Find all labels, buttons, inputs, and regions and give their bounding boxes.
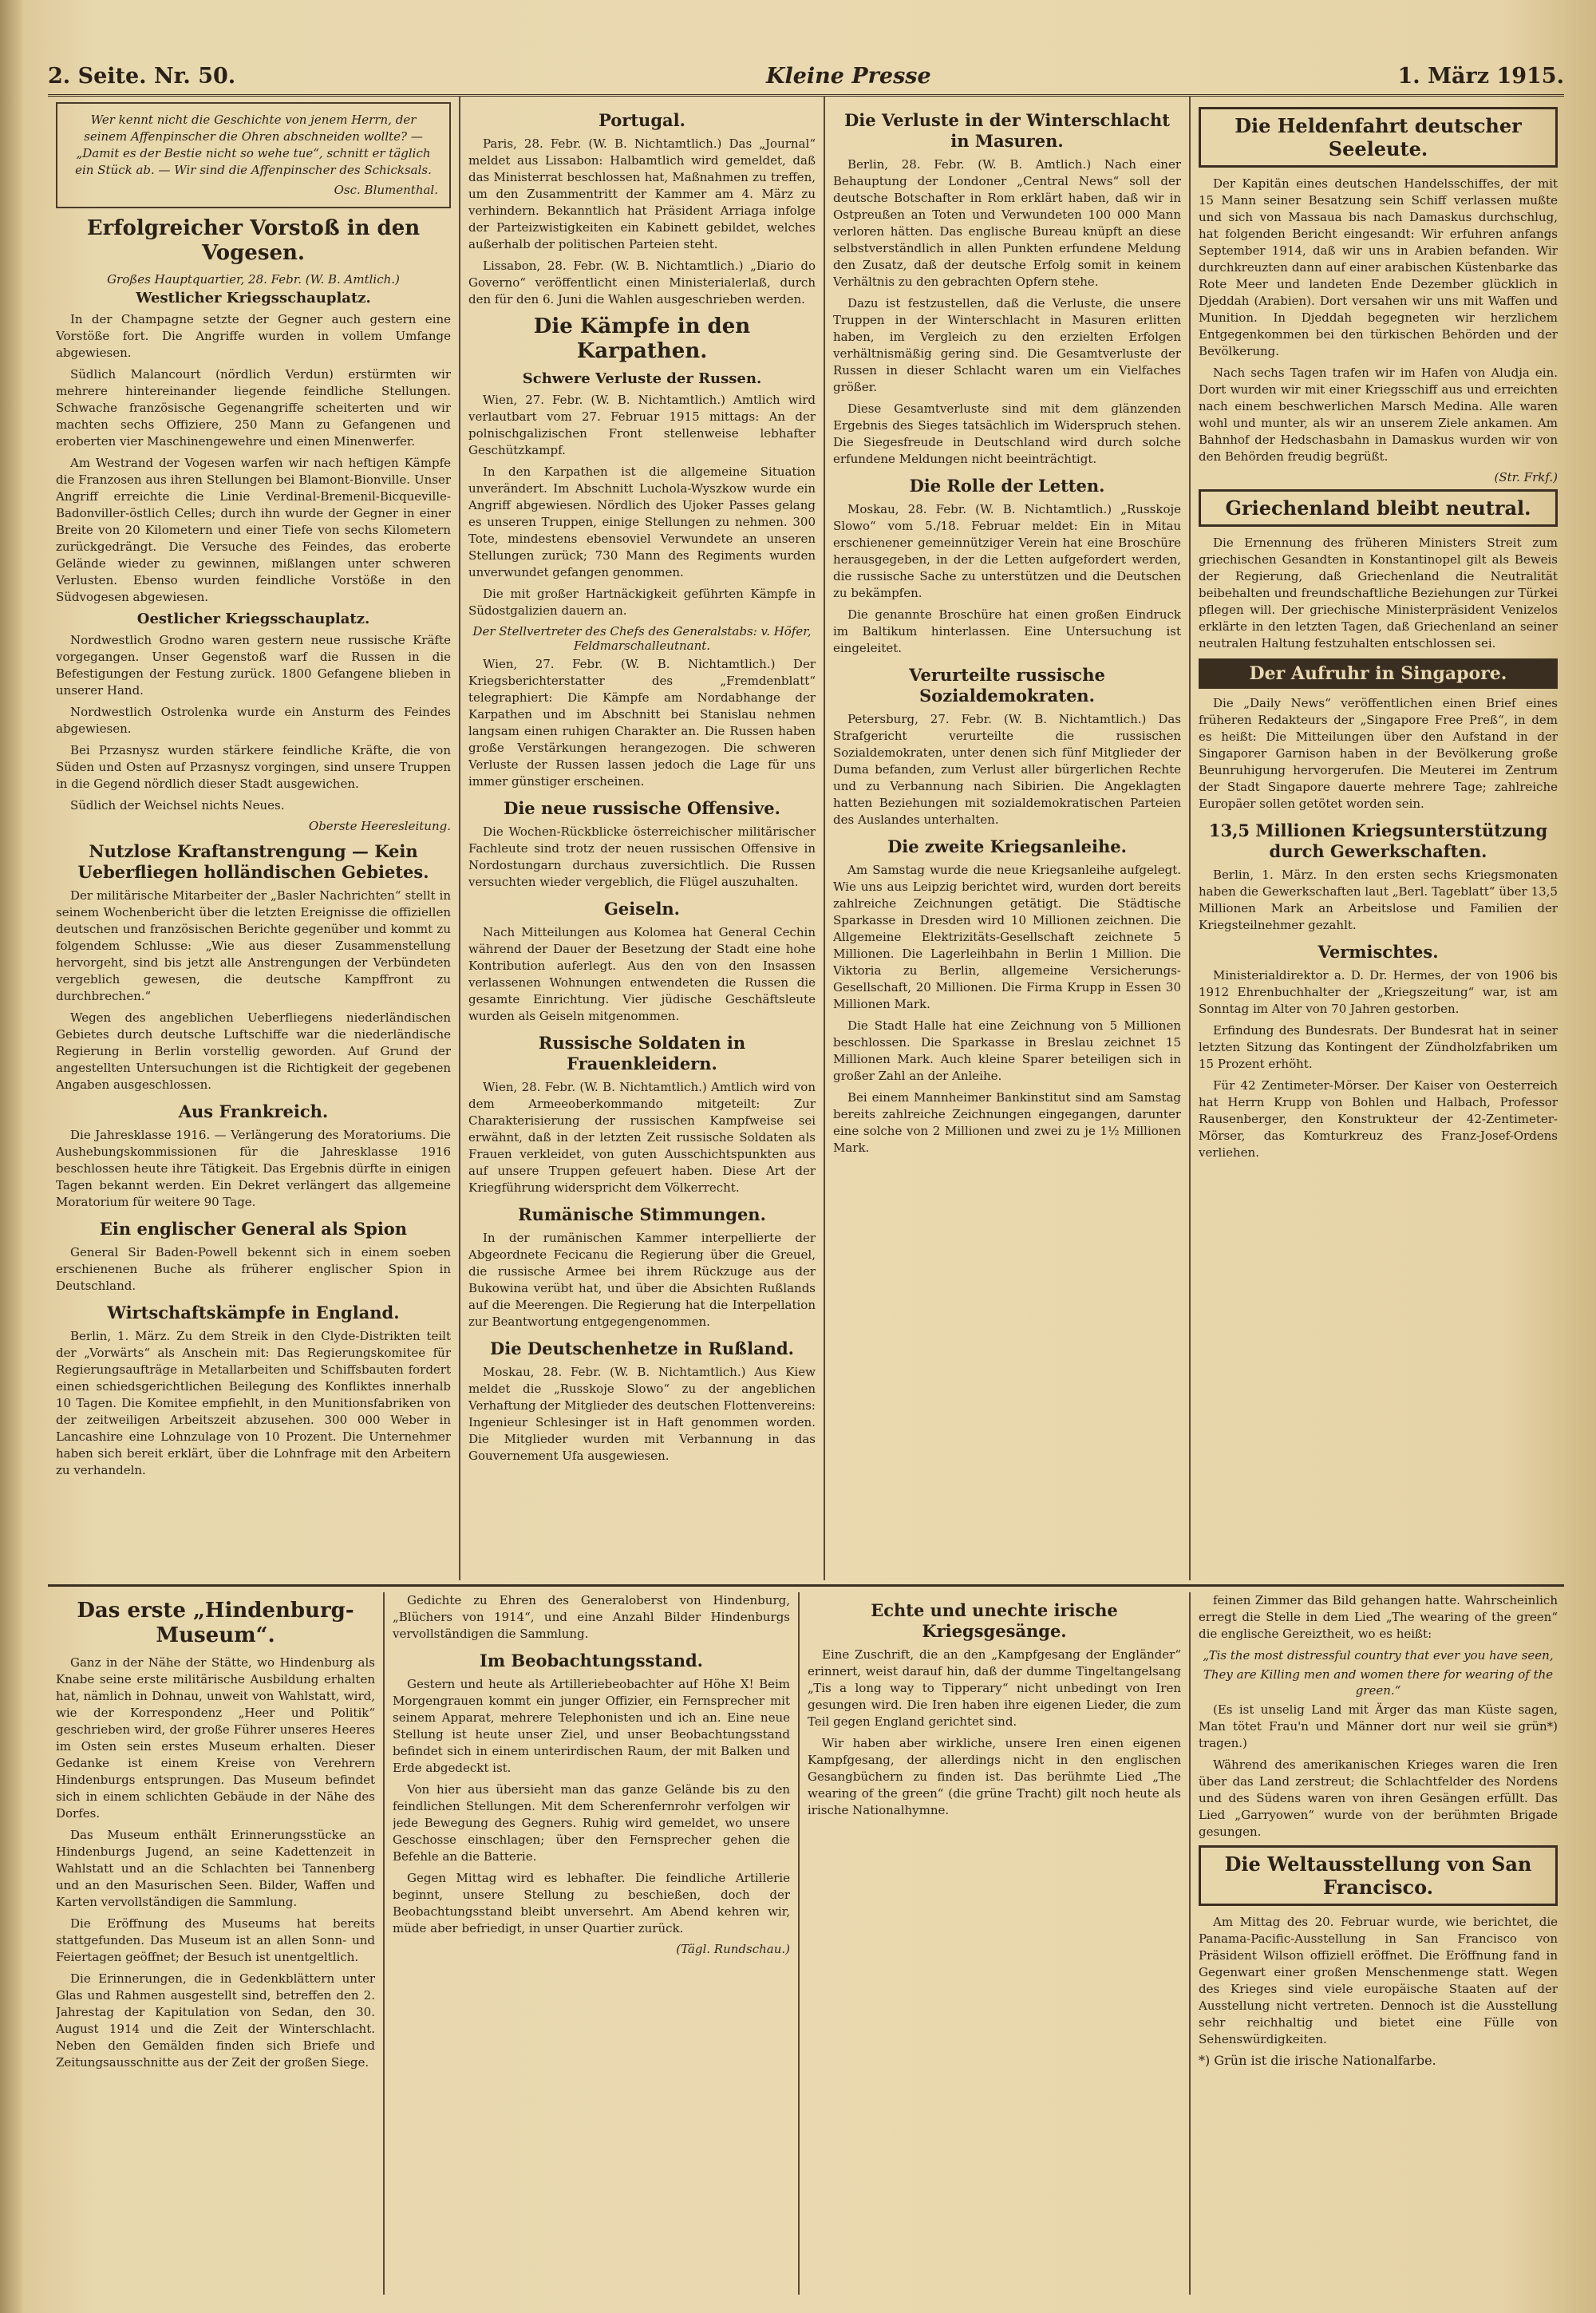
- article-subhead: Oestlicher Kriegsschauplatz.: [136, 611, 370, 627]
- article-paragraph: Die Stadt Halle hat eine Zeichnung von 5 Millionen beschlossen. Die Sparkasse in Breslau zeichnet 15 Millionen Mark. Auch kleine Sparer beteiligen sich in großer Zahl an der Anleihe.: [833, 1018, 1181, 1083]
- article-paragraph: Der militärische Mitarbeiter der „Basler Nachrichten“ stellt in seinem Wochenbericht über die letzten Ereignisse die offiziellen deutschen und französischen Berichte gegenüber und kommt zu folgendem Schlusse: „Wie aus dieser Zusammenstellung hervorgeht, sind bis jetzt alle Anstrengungen der Verbündeten vergeblich gewesen, die deutsche Kampffront zu durchbrechen.“: [56, 888, 451, 1003]
- page-number: 2. Seite. Nr. 50.: [48, 64, 236, 89]
- epigraph-box: [56, 102, 451, 208]
- article-title: Griechenland bleibt neutral.: [1199, 489, 1558, 527]
- article-title: Rumänische Stimmungen.: [518, 1204, 766, 1224]
- article-paragraph: Moskau, 28. Febr. (W. B. Nichtamtlich.) Aus Kiew meldet die „Russkoje Slowo“ zu der angeblichen Verhaftung der Mitglieder des deutschen Flottenvereins: Ingenieur Schlesinger ist in Haft genommen worden. Die Mitglieder wurden mit Verbannung in das Gouvernement Ufa ausgewiesen.: [468, 1365, 816, 1463]
- column-1: [56, 102, 451, 1579]
- column-rule: [1189, 1592, 1191, 2295]
- article-paragraph: Das Museum enthält Erinnerungsstücke an Hindenburgs Jugend, an seine Kadettenzeit in Wahlstatt und an die Schlachten bei Tannenberg und an den Masurischen Seen. Bilder, Waffen und Karten vervollständigen die Sammlung.: [56, 1828, 375, 1909]
- article-paragraph: Südlich der Weichsel nichts Neues.: [70, 798, 285, 813]
- poem-line: They are Killing men and women there for wearing of the green.“: [1203, 1667, 1554, 1698]
- article-title: Echte und unechte irische Kriegsgesänge.: [871, 1600, 1118, 1641]
- article-title: Geiseln.: [603, 899, 680, 919]
- article-paragraph: Nach Mitteilungen aus Kolomea hat General Cechin während der Dauer der Besetzung der Stadt eine hohe Kontribution auferlegt. Aus den von den Insassen verlassenen Wohnungen entwendeten die Russen die gesamte Einrichtung. Vier jüdische Geschäftsleute wurden als Geiseln mitgenommen.: [468, 925, 816, 1023]
- article-paragraph: Wegen des angeblichen Ueberfliegens niederländischen Gebietes durch deutsche Luftschiffe war die niederländische Regierung in Berlin vorstellig geworden. Auf Grund der angestellten Untersuchungen ist die Richtigkeit der gegebenen Angaben ausgeschlossen.: [56, 1010, 451, 1092]
- article-title: Verurteilte russische Sozialdemokraten.: [909, 665, 1105, 706]
- article-paragraph: Diese Gesamtverluste sind mit dem glänzenden Ergebnis des Sieges tatsächlich im Widerspruch stehen. Die Siegesfreude in Deutschland wird durch solche erfundene Meldungen nicht beeinträchtigt.: [833, 401, 1181, 466]
- bottom-column-3: [808, 1592, 1181, 2295]
- article-paragraph: Die Jahresklasse 1916. — Verlängerung des Moratoriums. Die Aushebungskommissionen für die Jahresklasse 1916 beschlossen heute ihre Tätigkeit. Das Ergebnis dürfte in einigen Tagen bekannt werden. Ein Dekret verlängert das allgemeine Moratorium für weitere 90 Tage.: [56, 1128, 451, 1209]
- article-paragraph: Wien, 27. Febr. (W. B. Nichtamtlich.) Der Kriegsberichterstatter des „Fremdenblatt“ telegraphiert: Die Kämpfe am Nordabhange der Karpathen und im Abschnitt bei Stanislau nehmen langsam einen ruhigen Charakter an. Die Russen haben große Verstärkungen herangezogen. Die schweren Verluste der Russen lassen jedoch die Lage für uns immer günstiger erscheinen.: [468, 657, 816, 789]
- article-paragraph: Bei einem Mannheimer Bankinstitut sind am Samstag bereits zahlreiche Zeichnungen eingegangen, darunter eine solche von 2 Millionen und zwei zu je 1½ Millionen Mark.: [833, 1090, 1181, 1155]
- article-title: Erfolgreicher Vorstoß in den Vogesen.: [86, 216, 421, 265]
- article-title: Russische Soldaten in Frauenkleidern.: [538, 1033, 746, 1073]
- article-paragraph: Die Eröffnung des Museums hat bereits stattgefunden. Das Museum ist an allen Sonn- und Feiertagen geöffnet; der Besuch ist unentgeltlich.: [56, 1916, 375, 1964]
- article-title: Nutzlose Kraftanstrengung — Kein Ueberfliegen holländischen Gebietes.: [77, 841, 429, 882]
- article-paragraph: Wien, 28. Febr. (W. B. Nichtamtlich.) Amtlich wird von dem Armeeoberkommando mitgeteilt: Zur Charakterisierung der russischen Kampfweise sei erwähnt, daß in der letzten Zeit russische Soldaten als Frauen verkleidet, von guten Ausschichtspunkten aus auf unsere Truppen gefeuert haben. Diese Art der Kriegführung widerspricht dem Völkerrecht.: [468, 1080, 816, 1195]
- article-paragraph: Von hier aus übersieht man das ganze Gelände bis zu den feindlichen Stellungen. Mit dem Scherenfernrohr verfolgen wir jede Bewegung des Gegners. Ruhig wird gemeldet, wo unsere Geschosse einschlagen; über den Fernsprecher gehen die Befehle an die Batterie.: [393, 1782, 790, 1864]
- column-rule: [459, 96, 460, 1580]
- article-title: Portugal.: [598, 110, 685, 130]
- article-signature: Oberste Heeresleitung.: [308, 819, 451, 833]
- article-paragraph: Die mit großer Hartnäckigkeit geführten Kämpfe in Südostgalizien dauern an.: [468, 587, 816, 618]
- article-paragraph: In der rumänischen Kammer interpellierte der Abgeordnete Fecicanu die Regierung über die Greuel, die russische Armee bei ihrem Rückzuge aus der Bukowina verübt hat, und über die Absichten Rußlands auf die Meerengen. Die Regierung hat die Interpellation zur Beantwortung entgegengenommen.: [468, 1231, 816, 1329]
- column-rule: [798, 1592, 800, 2295]
- article-title: Die Kämpfe in den Karpathen.: [533, 314, 751, 363]
- article-paragraph: Petersburg, 27. Febr. (W. B. Nichtamtlich.) Das Strafgericht verurteilte die russischen Sozialdemokraten, unter denen sich fünf Mitglieder der Duma befanden, zum Verlust aller bürgerlichen Rechte und zu Verbannung nach Sibirien. Die Angeklagten hatten Beziehungen mit sozialdemokratischen Parteien des Auslandes unterhalten.: [833, 712, 1181, 827]
- article-paragraph: feinen Zimmer das Bild gehangen hatte. Wahrscheinlich erregt die Stelle in dem Lied „The wearing of the green“ die englische Gereiztheit, wo es heißt:: [1199, 1593, 1558, 1641]
- article-dateline: Großes Hauptquartier, 28. Febr. (W. B. Amtlich.): [107, 272, 400, 287]
- article-title: Die Heldenfahrt deutscher Seeleute.: [1199, 107, 1558, 168]
- article-title: Die zweite Kriegsanleihe.: [887, 836, 1127, 856]
- column-3: [833, 102, 1181, 1579]
- article-paragraph: Gegen Mittag wird es lebhafter. Die feindliche Artillerie beginnt, unsere Stellung zu beschießen, doch der Beobachtungsstand bleibt unversehrt. Am Abend kehren wir, müde aber befriedigt, in unser Quartier zurück.: [393, 1871, 790, 1935]
- article-paragraph: Die genannte Broschüre hat einen großen Eindruck im Baltikum hinterlassen. Eine Untersuchung ist eingeleitet.: [833, 607, 1181, 655]
- article-signature: Der Stellvertreter des Chefs des Generalstabs: v. Höfer, Feldmarschalleutnant.: [472, 624, 812, 653]
- article-paragraph: Erfindung des Bundesrats. Der Bundesrat hat in seiner letzten Sitzung das Kontingent der Zündholzfabriken um 15 Prozent erhöht.: [1199, 1023, 1558, 1071]
- column-2: [468, 102, 816, 1579]
- article-title: Aus Frankreich.: [178, 1101, 329, 1121]
- column-rule: [824, 96, 825, 1580]
- article-title: Die Deutschenhetze in Rußland.: [490, 1338, 794, 1358]
- article-paragraph: Für 42 Zentimeter-Mörser. Der Kaiser von Oesterreich hat Herrn Krupp von Bohlen und Halbach, Professor Rausenberger, den Konstrukteur der 42-Zentimeter-Mörser, das Komturkreuz des Franz-Josef-Ordens verliehen.: [1199, 1078, 1558, 1160]
- article-signature: (Str. Frkf.): [1494, 470, 1558, 484]
- bottom-column-4: [1199, 1592, 1558, 2295]
- bottom-column-1: [56, 1592, 375, 2295]
- section-rule: [48, 1584, 1564, 1587]
- article-paragraph: Gestern und heute als Artilleriebeobachter auf Höhe X! Beim Morgengrauen kommt ein junger Offizier, ein Fernsprecher mit seinem Apparat, mehrere Telephonisten und ich an. Eine neue Stellung ist heute unser Ziel, und unser Beobachtungsstand befindet sich in einem unterirdischen Raum, der mit Balken und Erde abgedeckt ist.: [393, 1677, 790, 1775]
- article-title: Im Beobachtungsstand.: [480, 1651, 703, 1670]
- article-title: Die Weltausstellung von San Francisco.: [1199, 1845, 1558, 1906]
- article-paragraph: Moskau, 28. Febr. (W. B. Nichtamtlich.) „Russkoje Slowo“ vom 5./18. Februar meldet: Ein in Mitau erschienener gemeinnütziger Verein hat eine Broschüre herausgegeben, in der die Letten aufgefordert werden, die russische Sache zu unterstützen und die Deutschen zu bekämpfen.: [833, 502, 1181, 600]
- article-paragraph: Dazu ist festzustellen, daß die Verluste, die unsere Truppen in der Winterschlacht in Masuren erlitten haben, im Vergleich zu den erzielten Erfolgen verhältnismäßig gering sind. Die Gesamtverluste der Russen in dieser Schlacht waren um ein Vielfaches größer.: [833, 296, 1181, 394]
- column-rule: [383, 1592, 385, 2295]
- article-title: Das erste „Hindenburg-Museum“.: [77, 1599, 354, 1647]
- article-title: Ein englischer General als Spion: [99, 1219, 408, 1239]
- article-paragraph: Nordwestlich Ostrolenka wurde ein Ansturm des Feindes abgewiesen.: [56, 705, 451, 736]
- article-paragraph: Am Mittag des 20. Februar wurde, wie berichtet, die Panama-Pacific-Ausstellung in San Francisco von Präsident Wilson offiziell eröffnet. Die Eröffnung fand in Gegenwart einer großen Menschenmenge statt. Wegen des Krieges sind viele europäische Staaten auf der Ausstellung nicht vertreten. Dennoch ist die Ausstellung sehr reichhaltig und bietet eine Fülle von Sehenswürdigkeiten.: [1199, 1915, 1558, 2046]
- article-paragraph: Die Erinnerungen, die in Gedenkblättern unter Glas und Rahmen ausgestellt sind, betreffen den 2. Jahrestag der Kapitulation von Sedan, den 30. August 1914 und die Zeit der Winterschlacht. Neben den Gemälden finden sich Briefe und Zeitungsausschnitte aus der Zeit der großen Siege.: [56, 1971, 375, 2070]
- poem-line: „Tis the most distressful country that ever you have seen,: [1203, 1648, 1554, 1663]
- article-subhead: Schwere Verluste der Russen.: [522, 370, 762, 387]
- article-paragraph: Wien, 27. Febr. (W. B. Nichtamtlich.) Amtlich wird verlautbart vom 27. Februar 1915 mittags: An der polnischgalizischen Front stellenweise lebhafter Geschützkampf.: [468, 393, 816, 457]
- article-paragraph: Die „Daily News“ veröffentlichen einen Brief eines früheren Redakteurs der „Singapore Free Preß“, in dem es heißt: Die Mitteilungen über den Aufstand in der Singaporer Garnison haben in der Bevölkerung große Beunruhigung hervorgerufen. Die Meuterei im Zentrum der Stadt Singapore dauerte mehrere Tage; zahlreiche Europäer sollen getötet worden sein.: [1199, 696, 1558, 811]
- article-paragraph: Nach sechs Tagen trafen wir im Hafen von Aludja ein. Dort wurden wir mit einer Kriegsschiff aus und erreichten nach einem beschwerlichen Marsch Medina. Alle waren wohl und munter, als wir an unserem Ziele ankamen. Am Bahnhof der Hedschasbahn in Damaskus wurden wir von den Behörden freudig begrüßt.: [1199, 366, 1558, 464]
- article-subhead: Westlicher Kriegsschauplatz.: [136, 290, 371, 306]
- column-rule: [1189, 96, 1191, 1580]
- article-paragraph: Berlin, 28. Febr. (W. B. Amtlich.) Nach einer Behauptung der Londoner „Central News“ soll der deutsche Botschafter in Rom erklärt haben, daß wir in Ostpreußen an Toten und Verwundeten 100 000 Mann verloren hätten. Das englische Bureau knüpft an diese selbstverständlich in allen Punkten erfundene Meldung den Zusatz, daß der deutsche Erfolg somit in keinem Verhältnis zu den gebrachten Opfern stehe.: [833, 157, 1181, 289]
- footnote: *) Grün ist die irische Nationalfarbe.: [1199, 2053, 1436, 2068]
- article-paragraph: Der Kapitän eines deutschen Handelsschiffes, der mit 15 Mann seiner Besatzung sein Schiff verlassen mußte und sich von Massaua bis nach Damaskus durchschlug, hat folgenden Bericht eingesandt: Wir erfuhren anfangs September 1914, daß wir uns in Arabien befanden. Wir durchkreuzten dann auf einer arabischen Küstenbarke das Rote Meer und landeten Ende Dezember glücklich in Djeddah (Arabien). Dort versahen wir uns mit Waffen und Munition. In Djeddah begegneten wir herzlichem Entgegenkommen bei den türkischen Behörden und der Bevölkerung.: [1199, 176, 1558, 358]
- article-paragraph: Wir haben aber wirkliche, unsere Iren einen eigenen Kampfgesang, der allerdings nicht in den englischen Gesangbüchern zu finden ist. Das berühmte Lied „The wearing of the green“ (die grüne Tracht) gilt noch heute als irische Nationalhymne.: [808, 1736, 1181, 1817]
- article-paragraph: Ministerialdirektor a. D. Dr. Hermes, der von 1906 bis 1912 Ehrenbuchhalter der „Kriegszeitung“ war, ist am Sonntag im Alter von 70 Jahren gestorben.: [1199, 968, 1558, 1016]
- article-title: Vermischtes.: [1317, 942, 1439, 962]
- article-paragraph: Die Wochen-Rückblicke österreichischer militärischer Fachleute sind trotz der neuen russischen Offensive in Nordostungarn durchaus zuversichtlich. Die Russen versuchten wieder vergeblich, die Flügel auszuhalten.: [468, 824, 816, 889]
- article-signature: (Tägl. Rundschau.): [676, 1942, 790, 1956]
- article-paragraph: Eine Zuschrift, die an den „Kampfgesang der Engländer“ erinnert, weist darauf hin, daß der dumme Tingeltangelsang „Tis a long way to Tipperary“ nicht unbedingt von Iren gesungen wird. Die Iren haben ihre eigenen Lieder, die zum Teil gegen England gerichtet sind.: [808, 1647, 1181, 1729]
- bottom-column-2: [393, 1592, 790, 2295]
- article-title: Der Aufruhr in Singapore.: [1199, 658, 1558, 689]
- article-paragraph: Nordwestlich Grodno waren gestern neue russische Kräfte vorgegangen. Unser Gegenstoß warf die Russen in die Befestigungen der Festung zurück. 1800 Gefangene blieben in unserer Hand.: [56, 633, 451, 698]
- article-paragraph: Berlin, 1. März. In den ersten sechs Kriegsmonaten haben die Gewerkschaften laut „Berl. Tageblatt“ über 13,5 Millionen Mark an Arbeitslose und Familien der Kriegsteilnehmer gezahlt.: [1199, 868, 1558, 932]
- article-title: Die Rolle der Letten.: [909, 476, 1105, 496]
- article-paragraph: Bei Przasnysz wurden stärkere feindliche Kräfte, die von Süden und Osten auf Przasnysz vorgingen, sind unsere Truppen in die Gegend nördlich dieser Stadt ausgewichen.: [56, 743, 451, 791]
- article-title: Wirtschaftskämpfe in England.: [107, 1303, 400, 1323]
- epigraph-author: Osc. Blumenthal.: [334, 183, 438, 197]
- article-title: Die Verluste in der Winterschlacht in Masuren.: [844, 110, 1170, 151]
- newspaper-name: Kleine Presse: [766, 64, 931, 89]
- article-paragraph: (Es ist unselig Land mit Ärger das man Küste sagen, Man tötet Frau'n und Männer dort nur weil sie grün*) tragen.): [1199, 1702, 1558, 1750]
- article-paragraph: Berlin, 1. März. Zu dem Streik in den Clyde-Distrikten teilt der „Vorwärts“ als Anschein mit: Das Regierungskomitee für Regierungsaufträge in Metallarbeiten und Schiffsbauten fordert einen schiedsgerichtlichen Beilegung des Konfliktes innerhalb 10 Tagen. Die Komitee empfiehlt, in den Munitionsfabriken von der zeitweiligen Arbeitszeit abzusehen. 300 000 Weber in Lancashire eine Lohnzulage von 10 Prozent. Die Unternehmer haben sich bereit erklärt, über die Lohnfrage mit den Arbeitern zu verhandeln.: [56, 1329, 451, 1477]
- page-header: [48, 62, 1564, 97]
- article-paragraph: Paris, 28. Febr. (W. B. Nichtamtlich.) Das „Journal“ meldet aus Lissabon: Halbamtlich wird gemeldet, daß das Ministerrat beschlossen hat, Maßnahmen zu treffen, um den Zusammentritt der Kammer am 4. März zu verhindern. Bekanntlich hat Präsident Arriaga infolge der Parteizwistigkeiten ein Kabinett gebildet, welches außerhalb der politischen Parteien steht.: [468, 136, 816, 251]
- article-paragraph: Am Samstag wurde die neue Kriegsanleihe aufgelegt. Wie uns aus Leipzig berichtet wird, wurden dort bereits zahlreiche Zeichnungen getätigt. Die Städtische Sparkasse in Dresden wird 10 Millionen zeichnen. Die Allgemeine Elektrizitäts-Gesellschaft zeichnete 5 Millionen. Die Lagerleihbahn in Berlin 1 Million. Die Viktoria zu Berlin, allgemeine Versicherungs-Gesellschaft, 20 Millionen. Die Firma Krupp in Essen 30 Millionen Mark.: [833, 863, 1181, 1011]
- article-paragraph: Gedichte zu Ehren des Generaloberst von Hindenburg, „Blüchers von 1914“, und eine Anzahl Bilder Hindenburgs vervollständigen die Sammlung.: [393, 1593, 790, 1641]
- epigraph-text: Wer kennt nicht die Geschichte von jenem Herrn, der seinem Affenpinscher die Ohren abschneiden wollte? — „Damit es der Bestie nicht so wehe tue“, schnitt er täglich ein Stück ab. — Wir sind die Affenpinscher des Schicksals.: [75, 113, 432, 177]
- article-paragraph: In den Karpathen ist die allgemeine Situation unverändert. Im Abschnitt Luchola-Wyszkow wurde ein Angriff abgewiesen. Nördlich des Ujoker Passes gelang es unseren Truppen, einige Stellungen zu nehmen. 300 Tote, mindestens ebensoviel Verwundete an unseren Stellungen zurück; 730 Mann des Regiments wurden unverwundet gefangen genommen.: [468, 465, 816, 579]
- article-paragraph: General Sir Baden-Powell bekennt sich in einem soeben erschienenen Buche als früherer englischer Spion in Deutschland.: [56, 1245, 451, 1293]
- article-paragraph: In der Champagne setzte der Gegner auch gestern eine Vorstöße fort. Die Angriffe wurden in vollem Umfange abgewiesen.: [56, 312, 451, 360]
- article-title: 13,5 Millionen Kriegsunterstützung durch Gewerkschaften.: [1208, 820, 1548, 861]
- article-paragraph: Während des amerikanischen Krieges waren die Iren über das Land zerstreut; die Schlachtfelder des Nordens und des Südens waren von ihren Gesängen erfüllt. Das Lied „Garryowen“ wurde von der berühmten Brigade gesungen.: [1199, 1757, 1558, 1839]
- page-edge: [0, 0, 22, 2313]
- article-paragraph: Lissabon, 28. Febr. (W. B. Nichtamtlich.) „Diario do Governo“ veröffentlicht einen Ministerialerlaß, durch den für den 6. Juni die Wahlen ausgeschrieben werden.: [468, 259, 816, 306]
- issue-date: 1. März 1915.: [1397, 64, 1564, 89]
- article-title: Die neue russische Offensive.: [504, 798, 780, 818]
- article-paragraph: Ganz in der Nähe der Stätte, wo Hindenburg als Knabe seine erste militärische Ausbildung erhalten hat, nämlich in Dohnau, unweit von Wahlstatt, wird, wie der Korrespondenz „Heer und Politik“ geschrieben wird, der große Führer unseres Heeres im Osten sein erstes Museum erhalten. Dieser Gedanke ist einem Kreise von Verehrern Hindenburgs entsprungen. Das Museum befindet sich in einem schlichten Gebäude in der Nähe des Dorfes.: [56, 1655, 375, 1821]
- article-paragraph: Südlich Malancourt (nördlich Verdun) erstürmten wir mehrere hintereinander liegende feindliche Stellungen. Schwache französische Gegenangriffe scheiterten und wir machten sechs Offiziere, 250 Mann zu Gefangenen und eroberten vier Maschinengewehre und einen Minenwerfer.: [56, 367, 451, 449]
- article-paragraph: Am Westrand der Vogesen warfen wir nach heftigen Kämpfe die Franzosen aus ihren Stellungen bei Blamont-Bionville. Unser Angriff erreichte die Linie Verdinal-Bremenil-Bicqueville-Badonviller-östlich Celles; durch ihn wurde der Gegner in einer Breite von 20 Kilometern und einer Tiefe von sechs Kilometern zurückgedrängt. Die Versuche des Feindes, das eroberte Gelände wieder zu gewinnen, mißlangen unter schweren Verlusten. Ebenso wurden feindliche Vorstöße in den Südvogesen abgewiesen.: [56, 456, 451, 604]
- article-paragraph: Die Ernennung des früheren Ministers Streit zum griechischen Gesandten in Konstantinopel gilt als Beweis der Regierung, daß Griechenland die Neutralität beibehalten und freundschaftliche Beziehungen zur Türkei pflegen will. Der griechische Ministerpräsident Venizelos erklärte in den letzten Tagen, daß Griechenland an seiner neutralen Haltung festzuhalten entschlossen sei.: [1199, 536, 1558, 650]
- column-4: [1199, 102, 1558, 1579]
